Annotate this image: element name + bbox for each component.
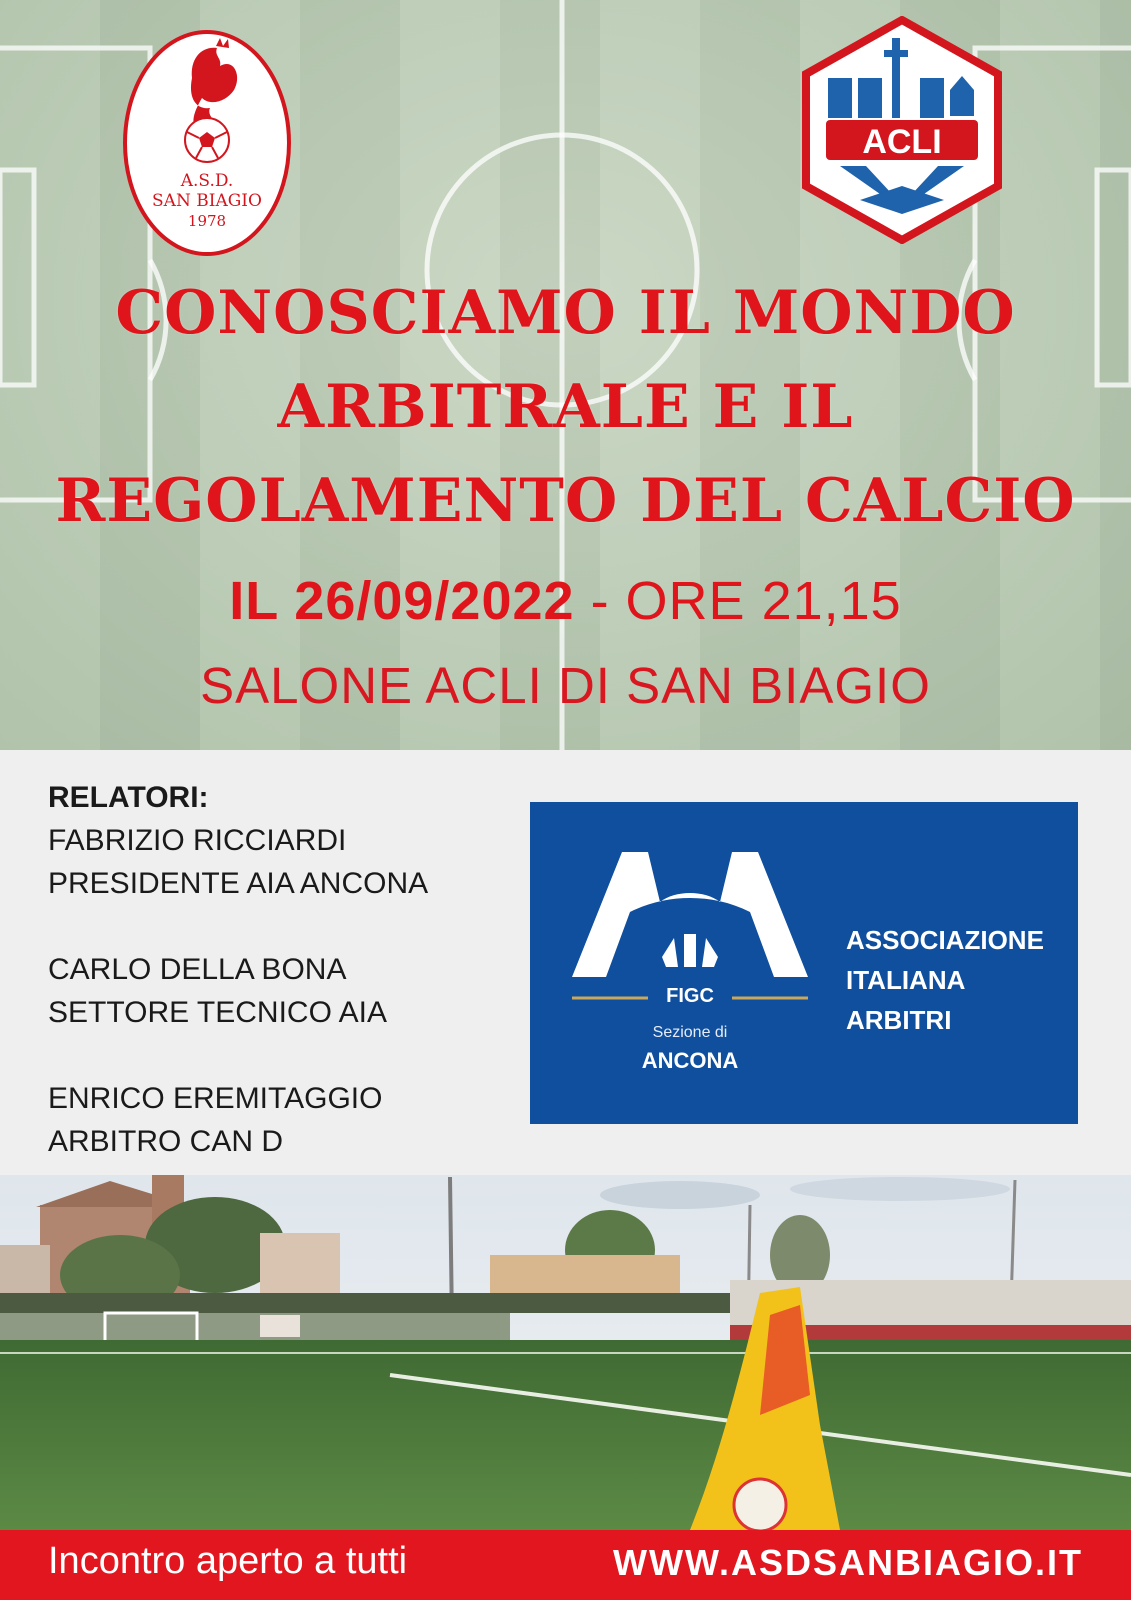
speaker-role: ARBITRO CAN D: [48, 1125, 284, 1158]
speaker-name: CARLO DELLA BONA: [48, 953, 347, 986]
stadium-photo: [0, 1175, 1131, 1530]
event-date-time: - ORE 21,15: [574, 571, 902, 631]
acli-logo: [800, 16, 1004, 244]
logo-name-text: SAN BIAGIO: [152, 191, 262, 211]
speakers-heading: RELATORI:: [48, 781, 209, 814]
event-date-prefix: IL 26/09/2022: [229, 571, 575, 631]
footer-bar: [0, 1530, 1131, 1600]
aia-line-3: ARBITRI: [846, 1005, 952, 1035]
aia-logo-icon: [570, 842, 810, 992]
logo-club-text: A.S.D.: [180, 171, 234, 191]
logo-year-text: 1978: [187, 212, 227, 230]
aia-line-2: ITALIANA: [846, 965, 966, 995]
speaker-role: SETTORE TECNICO AIA: [48, 996, 387, 1029]
aia-ancona-logo-panel: [530, 802, 1078, 1124]
aia-association-name: [846, 920, 1044, 1040]
title-line-2: ARBITRALE E IL: [277, 372, 854, 442]
speakers-list: [48, 776, 428, 1163]
speaker-name: FABRIZIO RICCIARDI: [48, 824, 347, 857]
event-venue: SALONE ACLI DI SAN BIAGIO: [200, 657, 931, 714]
aia-city-text: ANCONA: [641, 1048, 739, 1073]
footer-open-to-all: Incontro aperto a tutti: [48, 1540, 408, 1582]
stadium-illustration: [0, 1175, 1131, 1530]
event-date: [0, 570, 1131, 632]
speaker-role: PRESIDENTE AIA ANCONA: [48, 867, 429, 900]
asd-san-biagio-logo: [122, 28, 292, 258]
aia-sezione-text: Sezione di: [652, 1024, 728, 1041]
acli-logo-text: ACLI: [862, 123, 942, 161]
title-line-1: CONOSCIAMO IL MONDO: [115, 278, 1016, 348]
aia-line-1: ASSOCIAZIONE: [846, 925, 1044, 955]
speaker-name: ENRICO EREMITAGGIO: [48, 1082, 383, 1115]
hero-section: [0, 0, 1131, 750]
footer-website-link[interactable]: WWW.ASDSANBIAGIO.IT: [613, 1542, 1083, 1583]
aia-figc-text: FIGC: [666, 985, 714, 1007]
title-line-3: REGOLAMENTO DEL CALCIO: [55, 466, 1076, 536]
